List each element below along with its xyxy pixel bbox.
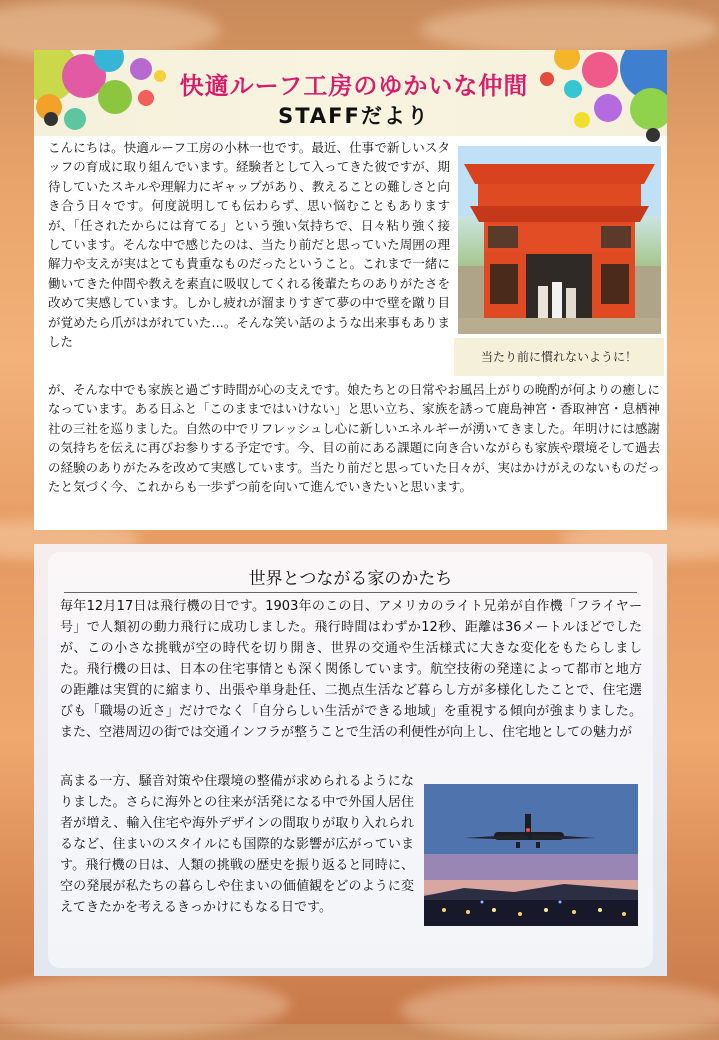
- staff-section-title: 快適ルーフ工房のゆかいな仲間: [179, 72, 529, 100]
- shrine-gate-photo: [458, 146, 661, 334]
- staff-panel: [34, 50, 667, 530]
- staff-body-text: こんにちは。快適ルーフ工房の小林一也です。最近、仕事で新しいスタッフの育成に取り組んでいます。経験者として入ってきた彼ですが、期待していたスキルや理解力にギャップがあり、教えることの難しさと向き合う日々です。何度説明しても伝わらず、思い悩むこともありますが、「任されたからには育てる」という強い気持ちで、日々粘り強く接しています。そんな中で感じたのは、当たり前だと思っていた周囲の理解力や支えが実はとても貴重なものだったということ。これまで一緒に働いてきた仲間や教えを素直に吸収してくれる後輩たちのありがたさを改めて実感しています。しかし疲れが溜まりすぎて夢の中で壁を蹴り目が覚めたら爪がはがれていた…。そんな笑い話のような出来事もありました: [48, 140, 450, 350]
- airplane-body-text-continued: 高まる一方、騒音対策や住環境の整備が求められるようになりました。さらに海外との往来が活発になる中で外国人居住者が増え、輸入住宅や海外デザインの間取りが取り入れられるなど、住まいのスタイルにも国際的な影響が広がっています。飛行機の日は、人類の挑戦の歴史を振り返ると同時に、空の発展が私たちの暮らしや住まいの価値観をどのように変えてきたかを考えるきっかけにもなる日です。: [60, 774, 414, 915]
- airplane-runway-photo: [424, 784, 638, 926]
- staff-header: [34, 50, 667, 136]
- airplane-panel: [34, 544, 667, 976]
- staff-section-subtitle: STAFFだより: [278, 104, 430, 128]
- airplane-section-title: 世界とつながる家のかたち: [248, 569, 453, 589]
- title-divider: [64, 592, 637, 593]
- airplane-body-text: 毎年12月17日は飛行機の日です。1903年のこの日、アメリカのライト兄弟が自作機「フライヤー号」で人類初の動力飛行に成功しました。飛行時間はわずか12秒、距離は36メートルほどでしたが、この小さな挑戦が空の時代を切り開き、世界の交通や生活様式に大きな変化をもたらしました。飛行機の日は、日本の住宅事情とも深く関係しています。航空技術の発達によって都市と地方の距離は実質的に縮まり、出張や単身赴任、二拠点生活など暮らし方が多様化したことで、住宅選びも「職場の近さ」だけでなく「自分らしい生活ができる地域」を重視する傾向が強まりました。また、空港周辺の街では交通インフラが整うことで生活の利便性が向上し、住宅地としての魅力が: [60, 599, 642, 740]
- staff-body-text-continued: が、そんな中でも家族と過ごす時間が心の支えです。娘たちとの日常やお風呂上がりの晩酌が何よりの癒しになっています。ある日ふと「このままではいけない」と思い立ち、家族を誘って鹿島神宮・香取神宮・息栖神社の三社を巡りました。自然の中でリフレッシュし心に新しいエネルギーが湧いてきました。年明けには感謝の気持ちを伝えに再びお参りする予定です。今、目の前にある課題に向き合いながらも家族や環境そして過去の経験のありがたみを改めて実感しています。当たり前だと思っていた日々が、実はかけがえのないものだったと気づく今、これからも一歩ずつ前を向いて進んでいきたいと思います。: [48, 382, 660, 495]
- shrine-photo-caption: 当たり前に慣れないように！: [454, 338, 664, 376]
